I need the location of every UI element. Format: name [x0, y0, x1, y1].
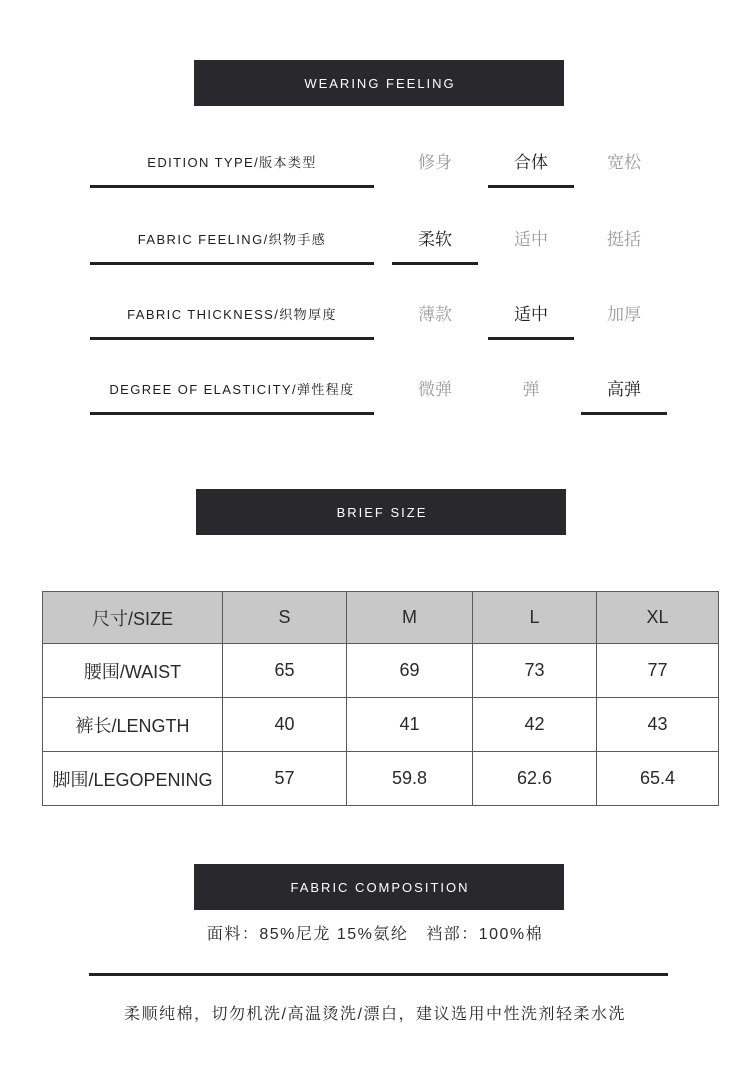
attribute-label: DEGREE OF ELASTICITY/弹性程度	[90, 367, 374, 415]
table-row-label: 腰围/WAIST	[43, 644, 223, 698]
attribute-option-selected: 柔软	[392, 217, 478, 265]
table-header-cell: XL	[597, 592, 719, 644]
attribute-label: FABRIC FEELING/织物手感	[90, 217, 374, 265]
table-cell: 73	[473, 644, 597, 698]
attribute-option: 适中	[514, 230, 548, 249]
attribute-label: FABRIC THICKNESS/织物厚度	[90, 292, 374, 340]
table-cell: 43	[597, 698, 719, 752]
attribute-row-edition-type	[0, 140, 750, 188]
table-header-cell: 尺寸/SIZE	[43, 592, 223, 644]
attribute-option: 挺括	[607, 230, 641, 249]
attribute-row-fabric-thickness	[0, 292, 750, 340]
size-table-header	[43, 592, 719, 644]
attribute-option: 弹	[522, 380, 540, 399]
attribute-option: 加厚	[607, 305, 641, 324]
table-cell: 42	[473, 698, 597, 752]
table-cell: 57	[223, 752, 347, 806]
care-instructions-text: 柔顺纯棉，切勿机洗/高温烫洗/漂白，建议选用中性洗剂轻柔水洗	[124, 1006, 626, 1023]
banner-fabric-composition-title: FABRIC COMPOSITION	[290, 879, 470, 895]
attribute-row-fabric-feeling	[0, 217, 750, 265]
attribute-label: EDITION TYPE/版本类型	[90, 140, 374, 188]
table-row-label: 裤长/LENGTH	[43, 698, 223, 752]
size-table	[42, 591, 719, 806]
table-row	[43, 698, 719, 752]
attribute-option-selected: 高弹	[581, 367, 667, 415]
table-header-cell: S	[223, 592, 347, 644]
banner-fabric-composition	[194, 864, 564, 910]
attribute-option: 微弹	[418, 380, 452, 399]
attribute-row-elasticity	[0, 367, 750, 415]
table-cell: 40	[223, 698, 347, 752]
size-table-body	[43, 644, 719, 806]
attribute-option-selected: 合体	[488, 140, 574, 188]
table-cell: 65	[223, 644, 347, 698]
attribute-option: 宽松	[607, 153, 641, 172]
banner-wearing-feeling-title: WEARING FEELING	[304, 75, 456, 91]
divider-rule	[89, 973, 668, 976]
table-cell: 62.6	[473, 752, 597, 806]
composition-text: 面料：85%尼龙 15%氨纶 裆部：100%棉	[206, 926, 544, 943]
table-cell: 69	[347, 644, 473, 698]
banner-wearing-feeling	[194, 60, 564, 106]
table-header-cell: L	[473, 592, 597, 644]
table-row-label: 脚围/LEGOPENING	[43, 752, 223, 806]
table-cell: 77	[597, 644, 719, 698]
banner-brief-size-title: BRIEF SIZE	[336, 504, 428, 520]
attribute-option: 薄款	[418, 305, 452, 324]
table-row	[43, 644, 719, 698]
table-row	[43, 752, 719, 806]
banner-brief-size	[196, 489, 566, 535]
table-cell: 65.4	[597, 752, 719, 806]
table-cell: 41	[347, 698, 473, 752]
attribute-option-selected: 适中	[488, 292, 574, 340]
attribute-option: 修身	[418, 153, 452, 172]
table-cell: 59.8	[347, 752, 473, 806]
table-header-row	[43, 592, 719, 644]
table-header-cell: M	[347, 592, 473, 644]
